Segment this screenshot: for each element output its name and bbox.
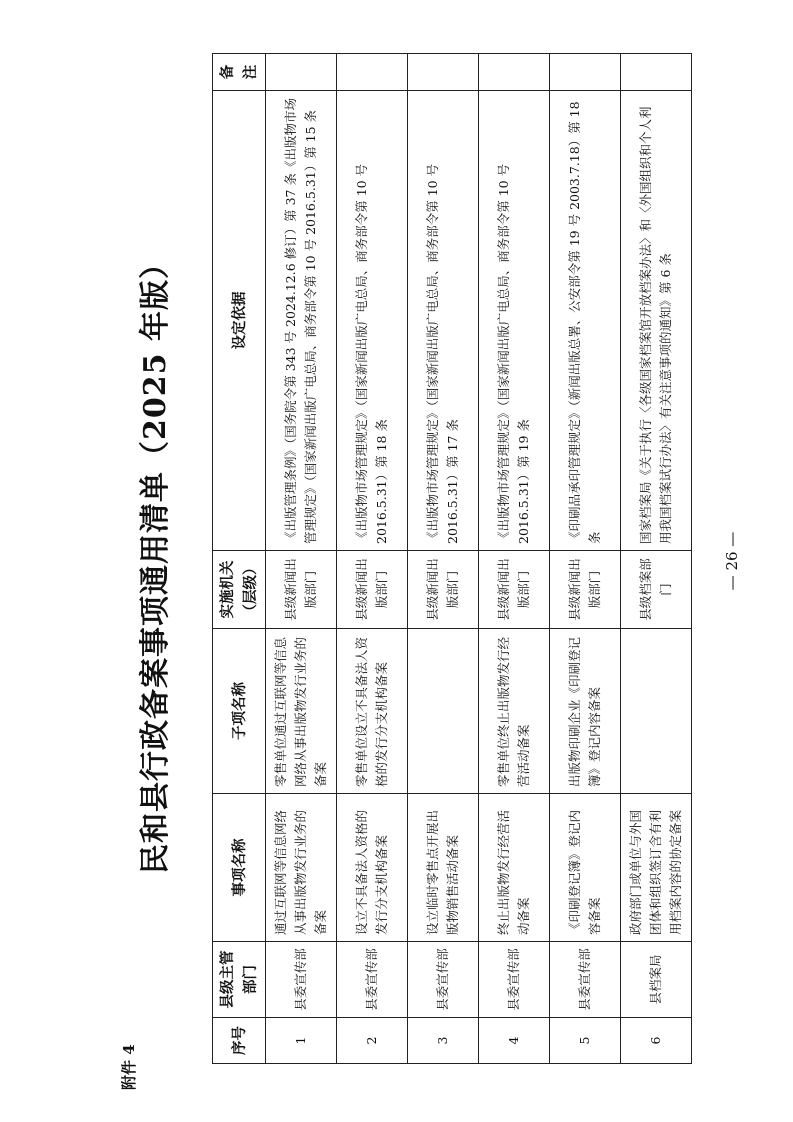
cell-seq: 1 <box>266 1018 337 1064</box>
header-seq: 序号 <box>213 1018 266 1064</box>
cell-seq: 4 <box>479 1018 550 1064</box>
cell-basis: 国家档案局《关于执行〈各级国家档案馆开放档案办法〉和〈外国组织和个人利用我国档案试行办法〉有关注意事项的通知》第 6 条 <box>621 91 692 551</box>
cell-seq: 2 <box>337 1018 408 1064</box>
cell-basis: 《印刷品承印管理规定》（新闻出版总署、公安部令第 19 号 2003.7.18）第 18 条 <box>550 91 621 551</box>
attachment-label: 附件 4 <box>120 1044 138 1090</box>
cell-basis: 《出版管理条例》（国务院令第 343 号 2024.12.6 修订）第 37 条《出版物市场管理规定》（国家新闻出版广电总局、商务部令第 10 号 2016.5.31）第 15 条 <box>266 91 337 551</box>
cell-item: 通过互联网等信息网络从事出版物发行业务的备案 <box>266 794 337 942</box>
table-row <box>479 54 550 1064</box>
cell-dept: 县委宣传部 <box>550 942 621 1018</box>
header-note: 备注 <box>213 54 266 91</box>
table-row <box>550 54 621 1064</box>
table-row <box>621 54 692 1064</box>
cell-note <box>266 54 337 91</box>
cell-item: 设立不具备法人资格的发行分支机构备案 <box>337 794 408 942</box>
cell-dept: 县委宣传部 <box>479 942 550 1018</box>
cell-sub <box>621 629 692 794</box>
table-header-row <box>213 54 266 1064</box>
record-table <box>212 53 692 1064</box>
cell-note <box>550 54 621 91</box>
cell-seq: 5 <box>550 1018 621 1064</box>
table-row <box>408 54 479 1064</box>
cell-sub: 零售单位终止出版物发行经营活动备案 <box>479 629 550 794</box>
cell-org: 县级新闻出版部门 <box>266 551 337 629</box>
cell-org: 县级新闻出版部门 <box>479 551 550 629</box>
cell-note <box>621 54 692 91</box>
cell-item: 政府部门或单位与外国团体和组织签订含有利用档案内容的协定备案 <box>621 794 692 942</box>
cell-org: 县级新闻出版部门 <box>408 551 479 629</box>
cell-basis: 《出版物市场管理规定》（国家新闻出版广电总局、商务部令第 10 号 2016.5.31）第 17 条 <box>408 91 479 551</box>
header-basis: 设定依据 <box>213 91 266 551</box>
page-title: 民和县行政备案事项通用清单（2025 年版） <box>138 248 173 874</box>
cell-dept: 县委宣传部 <box>266 942 337 1018</box>
cell-item: 《印刷登记簿》登记内容备案 <box>550 794 621 942</box>
page-number: — 26 — <box>723 531 741 591</box>
cell-dept: 县委宣传部 <box>337 942 408 1018</box>
cell-sub <box>408 629 479 794</box>
cell-note <box>408 54 479 91</box>
cell-org: 县级档案部门 <box>621 551 692 629</box>
header-org: 实施机关（层级） <box>213 551 266 629</box>
cell-basis: 《出版物市场管理规定》（国家新闻出版广电总局、商务部令第 10 号 2016.5.31）第 18 条 <box>337 91 408 551</box>
header-item: 事项名称 <box>213 794 266 942</box>
cell-org: 县级新闻出版部门 <box>550 551 621 629</box>
cell-sub: 零售单位通过互联网等信息网络从事出版物发行业务的备案 <box>266 629 337 794</box>
table-row <box>266 54 337 1064</box>
cell-org: 县级新闻出版部门 <box>337 551 408 629</box>
header-sub: 子项名称 <box>213 629 266 794</box>
cell-dept: 县委宣传部 <box>408 942 479 1018</box>
cell-seq: 3 <box>408 1018 479 1064</box>
table-row <box>337 54 408 1064</box>
cell-dept: 县档案局 <box>621 942 692 1018</box>
cell-item: 设立临时零售点开展出版物销售活动备案 <box>408 794 479 942</box>
cell-sub: 零售单位设立不具备法人资格的发行分支机构备案 <box>337 629 408 794</box>
cell-seq: 6 <box>621 1018 692 1064</box>
cell-note <box>479 54 550 91</box>
header-dept: 县级主管部门 <box>213 942 266 1018</box>
cell-item: 终止出版物发行经营活动备案 <box>479 794 550 942</box>
cell-sub: 出版物印刷企业《印刷登记簿》登记内容备案 <box>550 629 621 794</box>
cell-note <box>337 54 408 91</box>
cell-basis: 《出版物市场管理规定》（国家新闻出版广电总局、商务部令第 10 号 2016.5.31）第 19 条 <box>479 91 550 551</box>
